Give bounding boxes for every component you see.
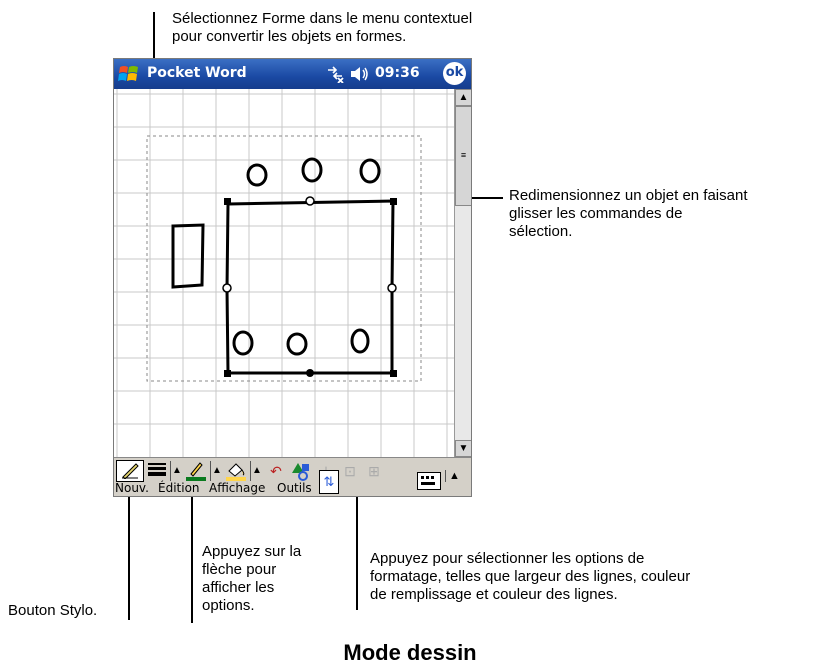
menu-view[interactable]: Affichage [209,481,266,495]
resize-handle[interactable] [390,370,397,377]
scroll-thumb[interactable]: ≡ [455,106,472,206]
ok-button[interactable] [443,62,466,85]
ink-circle[interactable] [248,165,266,185]
ink-rectangle-small[interactable] [173,225,203,287]
resize-handle[interactable] [390,198,397,205]
clock[interactable]: 09:36 [375,65,420,81]
scroll-down-button[interactable]: ▼ [455,440,472,457]
format-icon[interactable] [290,461,312,481]
canvas-grid [114,89,454,457]
resize-handle[interactable] [224,370,231,377]
drawing-layer[interactable] [114,89,454,457]
scroll-up-button[interactable]: ▲ [455,89,472,106]
input-mode-icon[interactable]: ⇅ [319,470,339,494]
pen-button[interactable] [116,460,144,482]
menu-new[interactable]: Nouv. [115,481,149,495]
ink-circle[interactable] [352,330,368,352]
callout-pen-button: Bouton Stylo. [8,602,98,619]
figure-caption: Mode dessin [343,640,477,665]
ink-circle[interactable] [361,160,379,182]
connectivity-icon[interactable] [325,65,345,88]
resize-handle[interactable] [224,198,231,205]
keyboard-icon[interactable] [417,472,441,490]
undo-icon[interactable]: ↶ [270,463,282,479]
fill-color-dropdown-arrow[interactable]: ▲ [250,461,263,481]
line-color-icon[interactable] [184,461,208,481]
menu-edit[interactable]: Édition [158,481,200,495]
group-icon: ⊡ [344,463,356,479]
line-width-dropdown-arrow[interactable]: ▲ [170,461,183,481]
pocket-pc-screen [113,58,472,497]
app-title: Pocket Word [147,65,247,81]
title-bar [114,59,471,89]
ink-drawing[interactable] [173,159,393,373]
callout-arrow-options: Appuyez sur la flèche pour afficher les options. [202,543,302,614]
callout-convert-to-shape: Sélectionnez Forme dans le menu contextuel pour convertir les objets en formes. [172,10,473,45]
windows-flag-icon[interactable] [118,64,140,84]
vertical-scrollbar[interactable] [454,89,472,457]
line-width-icon[interactable] [146,461,168,481]
speaker-icon[interactable] [350,66,370,87]
resize-handle[interactable] [306,197,314,205]
menu-bar [114,470,471,496]
drawing-canvas[interactable] [114,89,454,457]
resize-handle[interactable] [306,369,314,377]
fill-color-icon[interactable] [224,461,248,481]
ok-label: ok [445,65,464,80]
callout-format-options: Appuyez pour sélectionner les options de formatage, telles que largeur des lignes, couleur de remplissage et couleur des lignes. [370,550,691,603]
ink-circle[interactable] [288,334,306,354]
callout-resize-handles: Redimensionnez un objet en faisant glisser les commandes de sélection. [509,187,748,240]
menu-tools[interactable]: Outils [277,481,312,495]
input-panel-arrow[interactable]: ▲ [445,470,460,482]
resize-handle[interactable] [223,284,231,292]
ungroup-icon: ⊞ [368,463,380,479]
line-color-dropdown-arrow[interactable]: ▲ [210,461,223,481]
ink-circle[interactable] [303,159,321,181]
resize-handle[interactable] [388,284,396,292]
